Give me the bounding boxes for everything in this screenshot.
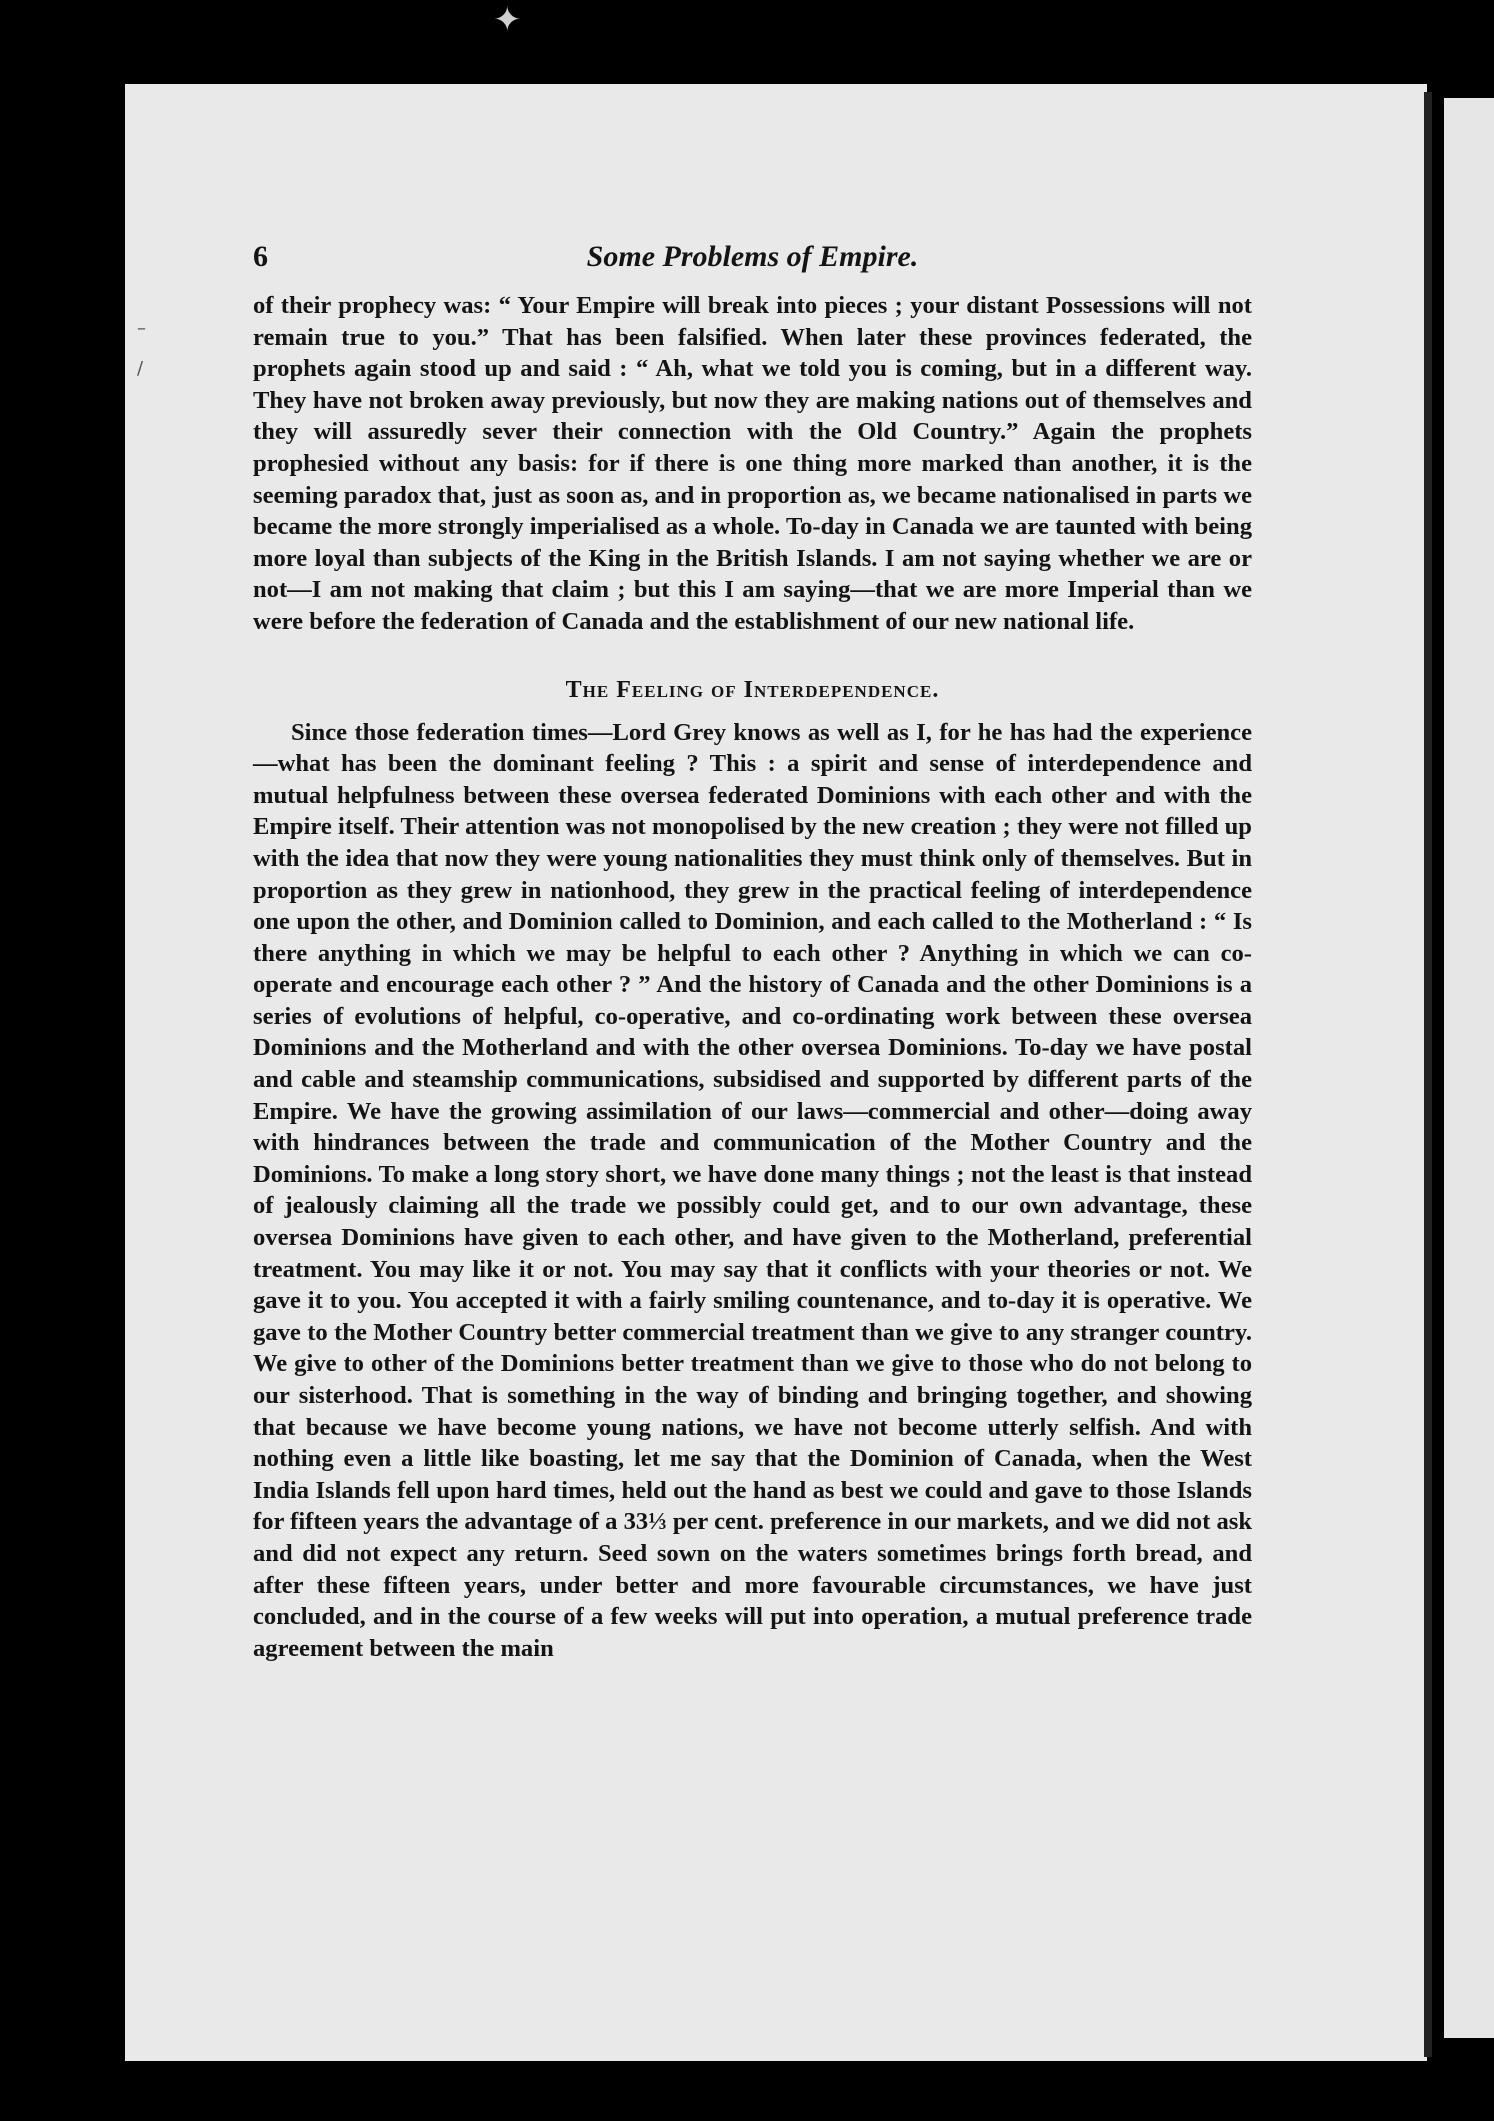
section-heading: The Feeling of Interdependence.	[565, 676, 940, 703]
margin-slash-mark: /	[137, 358, 144, 379]
running-title: Some Problems of Empire.	[586, 240, 919, 273]
body-paragraph-2: Since those federation times—Lord Grey knows as well as I, for he has had the experience—what has been the dominant feeling ? This : a spirit and sense of interdependence and mutual helpfulness between these oversea federated Dominions with each other and with the Empire itself. Their attention was not monopolised by the new creation ; they were not filled up with the idea that now they were young nationalities they must think only of themselves. But in proportion as they grew in nationhood, they grew in the practical feeling of interdependence one upon the other, and Dominion called to Dominion, and each called to the Motherland : “ Is there anything in which we may be helpful to each other ? Anything in which we can co-operate and encourage each other ? ” And the history of Canada and the other Dominions is a series of evolutions of helpful, co-operative, and co-ordinating work between these oversea Dominions and the Motherland and with the other oversea Dominions. To-day we have postal and cable and steamship communications, subsidised and supported by different parts of the Empire. We have the growing assimilation of our laws—commercial and other—doing away with hindrances between the trade and communication of the Mother Country and the Dominions. To make a long story short, we have done many things ; not the least is that instead of jealously claiming all the trade we possibly could get, and to our own advantage, these oversea Dominions have given to each other, and have given to the Motherland, preferential treatment. You may like it or not. You may say that it conflicts with your theories or not. We gave it to you. You accepted it with a fairly smiling countenance, and to-day it is operative. We gave to the Mother Country better commercial treatment than we give to any stranger country. We give to other of the Dominions better treatment than we give to those who do not belong to our sisterhood. That is something in the way of binding and bringing together, and showing that because we have become young nations, we have not become utterly selfish. And with nothing even a little like boasting, let me say that the Dominion of Canada, when the West India Islands fell upon hard times, held out the hand as best we could and gave to those Islands for fifteen years the advantage of a 33⅓ per cent. preference in our markets, and we did not ask and did not expect any return. Seed sown on the waters sometimes brings forth bread, and after these fifteen years, under better and more favourable circumstances, we have just concluded, and in the course of a few weeks will put into operation, a mutual preference trade agreement between the main	[253, 718, 1252, 1662]
facing-page-edge	[1444, 98, 1494, 2038]
body-paragraph-1: of their prophecy was: “ Your Empire will break into pieces ; your distant Possessions will not remain true to you.” That has been falsified. When later these provinces federated, the prophets again stood up and said : “ Ah, what we told you is coming, but in a different way. They have not broken away previously, but now they are making nations out of themselves and they will assuredly sever their connection with the Old Country.” Again the prophets prophesied without any basis: for if there is one thing more marked than another, it is the seeming paradox that, just as soon as, and in proportion as, we became nationalised in parts we became the more strongly imperialised as a whole. To-day in Canada we are taunted with being more loyal than subjects of the King in the British Islands. I am not saying whether we are or not—I am not making that claim ; but this I am saying—that we are more Imperial than we were before the federation of Canada and the establishment of our new national life.	[253, 292, 1252, 635]
margin-dash-mark: –	[137, 318, 146, 339]
scan-artifact-mark: ✦	[493, 0, 522, 40]
page-number: 6	[253, 240, 268, 273]
page-text	[253, 240, 1252, 1664]
running-head	[253, 240, 1252, 290]
page-gutter-shadow	[1424, 92, 1432, 2057]
